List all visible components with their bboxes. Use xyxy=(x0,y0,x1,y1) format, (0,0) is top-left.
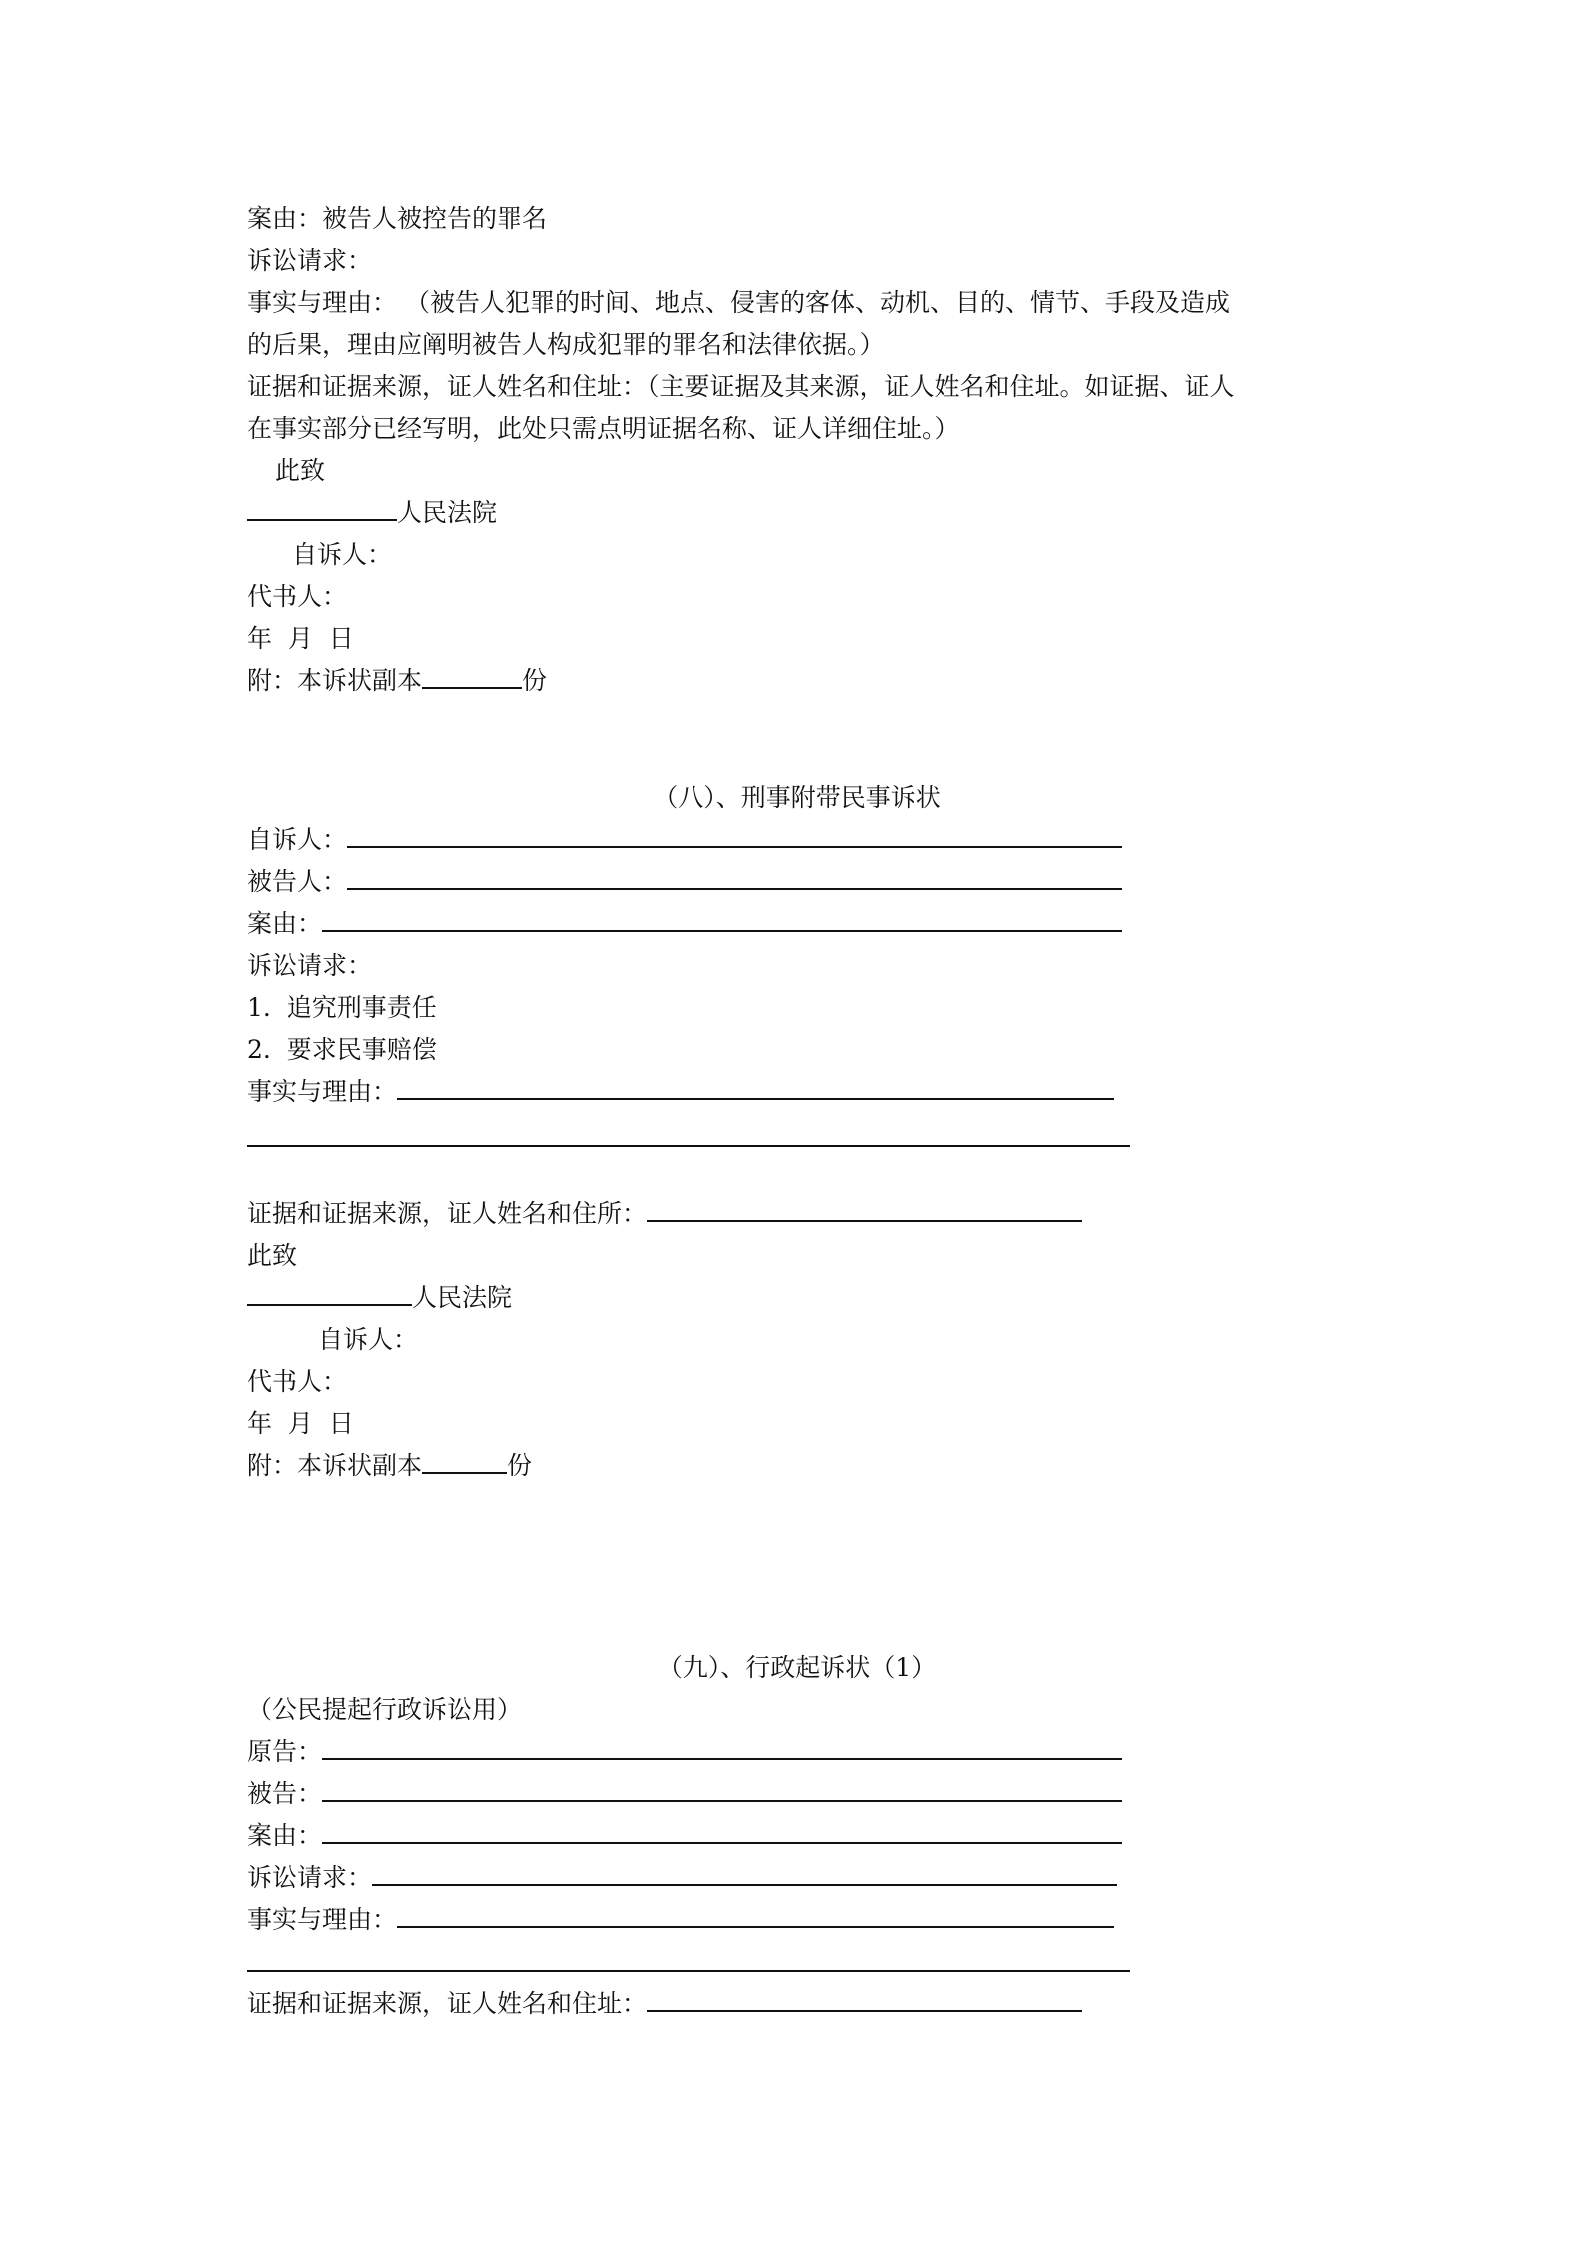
facts-text-line2: 的后果，理由应阐明被告人构成犯罪的罪名和法律依据。） xyxy=(247,330,885,359)
defendant-blank[interactable] xyxy=(322,1778,1122,1802)
section-subtitle: （公民提起行政诉讼用） xyxy=(247,1695,523,1724)
scribe-signature: 代书人： xyxy=(247,582,348,611)
cause-blank[interactable] xyxy=(322,908,1122,932)
facts-text-line1: 事实与理由： （被告人犯罪的时间、地点、侵害的客体、动机、目的、情节、手段及造成 xyxy=(247,288,1230,317)
cause-field: 案由： xyxy=(247,1820,1122,1852)
defendant-field: 被告人： xyxy=(247,866,1122,898)
date-line: 年 月 日 xyxy=(247,1409,354,1438)
claims-label: 诉讼请求： xyxy=(247,951,373,980)
plaintiff-field: 自诉人： xyxy=(247,824,1122,856)
plaintiff-blank[interactable] xyxy=(322,1736,1122,1760)
court-line: 人民法院 xyxy=(247,1282,512,1314)
cause-blank[interactable] xyxy=(322,1820,1122,1844)
evidence-text-line2: 在事实部分已经写明，此处只需点明证据名称、证人详细住址。） xyxy=(247,414,960,443)
facts-continuation-rule[interactable] xyxy=(247,1145,1130,1147)
facts-field: 事实与理由： xyxy=(247,1076,1114,1108)
evidence-field: 证据和证据来源，证人姓名和住所： xyxy=(247,1198,1082,1230)
court-name-blank[interactable] xyxy=(247,497,397,521)
facts-field: 事实与理由： xyxy=(247,1904,1114,1936)
defendant-blank[interactable] xyxy=(347,866,1122,890)
facts-blank[interactable] xyxy=(397,1076,1114,1100)
salutation: 此致 xyxy=(275,456,326,485)
plaintiff-signature: 自诉人： xyxy=(318,1325,419,1354)
cause-line: 案由：被告人被控告的罪名 xyxy=(247,204,548,233)
claim-item-2: 2. 要求民事赔偿 xyxy=(247,1035,437,1064)
attachment-line: 附：本诉状副本 份 xyxy=(247,1451,533,1480)
evidence-text-line1: 证据和证据来源，证人姓名和住址：（主要证据及其来源，证人姓名和住址。如证据、证人 xyxy=(247,372,1235,401)
salutation: 此致 xyxy=(247,1241,298,1270)
plaintiff-blank[interactable] xyxy=(347,824,1122,848)
attachment-line: 附：本诉状副本 份 xyxy=(247,666,548,695)
copies-blank[interactable] xyxy=(422,665,522,689)
cause-field: 案由： xyxy=(247,908,1122,940)
evidence-blank[interactable] xyxy=(647,1988,1082,2012)
scribe-signature: 代书人： xyxy=(247,1367,348,1396)
facts-blank[interactable] xyxy=(397,1904,1114,1928)
evidence-blank[interactable] xyxy=(647,1198,1082,1222)
facts-continuation-rule[interactable] xyxy=(247,1970,1130,1972)
section-title: （九）、行政起诉状（1） xyxy=(657,1653,937,1682)
court-name-blank[interactable] xyxy=(247,1282,412,1306)
court-line: 人民法院 xyxy=(247,497,497,529)
claims-blank[interactable] xyxy=(372,1862,1117,1886)
plaintiff-field: 原告： xyxy=(247,1736,1122,1768)
plaintiff-signature: 自诉人： xyxy=(292,540,393,569)
section-title: （八）、刑事附带民事诉状 xyxy=(653,783,941,812)
claims-label: 诉讼请求： xyxy=(247,246,373,275)
defendant-field: 被告： xyxy=(247,1778,1122,1810)
claim-item-1: 1. 追究刑事责任 xyxy=(247,993,437,1022)
evidence-field: 证据和证据来源，证人姓名和住址： xyxy=(247,1988,1082,2020)
claims-field: 诉讼请求： xyxy=(247,1862,1117,1894)
date-line: 年 月 日 xyxy=(247,624,354,653)
copies-blank[interactable] xyxy=(422,1450,507,1474)
